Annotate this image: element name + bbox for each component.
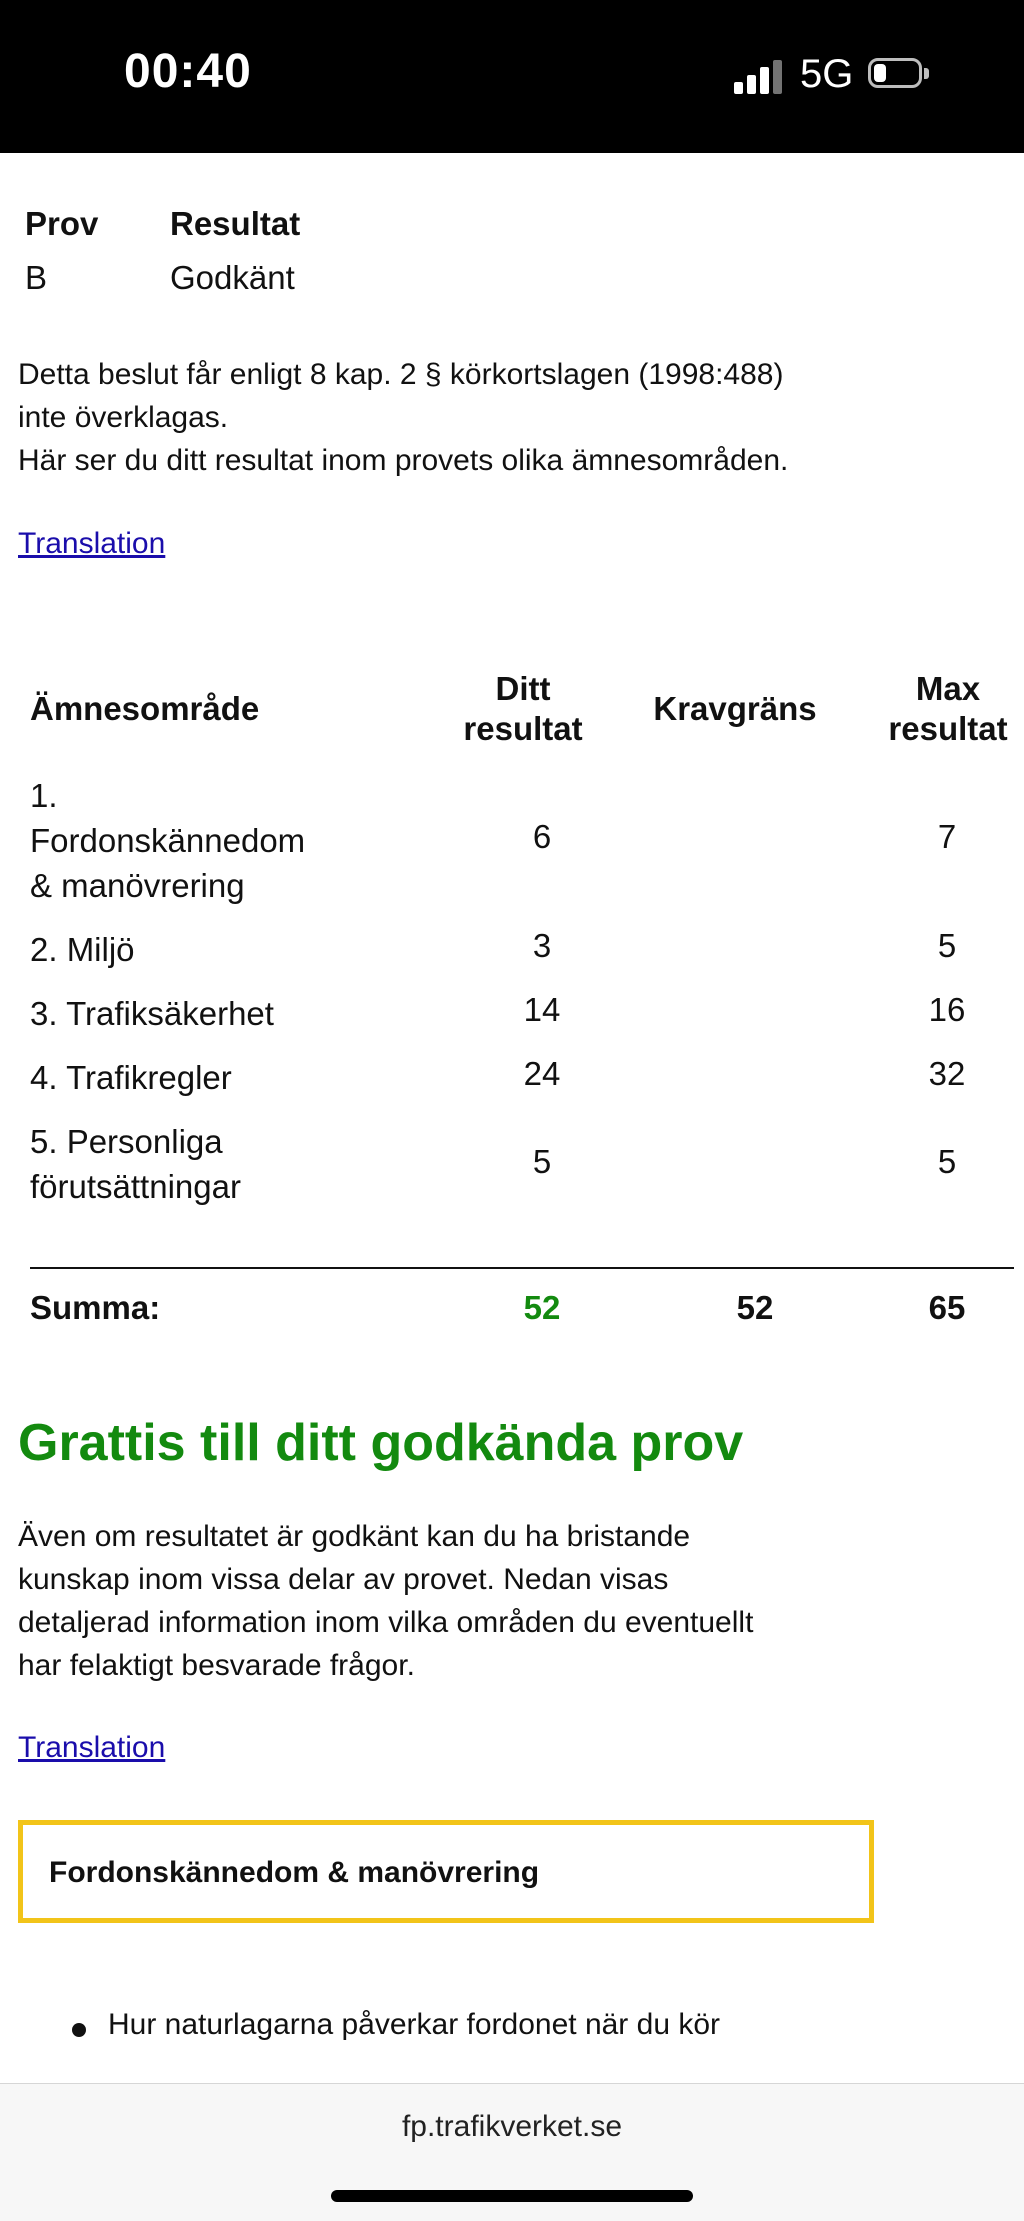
row-result: 14	[523, 991, 561, 1028]
congrats-text: Även om resultatet är godkänt kan du ha bristande kunskap inom vissa delar av provet. Nedan visas detaljerad information inom vilka områden du eventuellt har felaktigt besvarade frågor.	[18, 1520, 754, 1682]
row-result: 24	[523, 1055, 561, 1092]
prov-value: B	[25, 259, 48, 296]
row-max: 7	[937, 818, 957, 855]
max-column-header: Max resultat	[888, 670, 1008, 747]
prov-header: Prov	[25, 205, 99, 242]
row-max: 5	[937, 1143, 957, 1180]
row-result: 3	[532, 927, 552, 964]
url-text[interactable]: fp.trafikverket.se	[401, 2110, 623, 2143]
row-max: 5	[937, 927, 957, 964]
result-column-header: Ditt resultat	[463, 670, 583, 747]
table-row-area: 5. Personliga förutsättningar	[30, 1123, 241, 1205]
decision-text: Detta beslut får enligt 8 kap. 2 § körkortslagen (1998:488) inte överklagas. Här ser du ditt resultat inom provets olika ämnesområden.	[18, 358, 789, 477]
page-content	[0, 153, 1024, 2083]
bullet-icon	[72, 2023, 86, 2037]
table-row-area: 4. Trafikregler	[30, 1059, 232, 1096]
table-row-area: 1. Fordonskännedom & manövrering	[30, 777, 306, 904]
row-result: 6	[532, 818, 552, 855]
status-bar	[0, 0, 1024, 153]
requirement-column-header: Kravgräns	[653, 690, 817, 727]
sum-max: 65	[928, 1289, 966, 1326]
congrats-title: Grattis till ditt godkända prov	[18, 1414, 744, 1472]
table-divider	[30, 1267, 1014, 1269]
area-box-label: Fordonskännedom & manövrering	[49, 1856, 540, 1889]
row-max: 32	[928, 1055, 966, 1092]
area-column-header: Ämnesområde	[30, 690, 260, 727]
status-time: 00:40	[124, 45, 252, 98]
row-result: 5	[532, 1143, 552, 1180]
resultat-header: Resultat	[170, 205, 301, 242]
area-box[interactable]	[18, 1820, 874, 1923]
sum-label: Summa:	[30, 1289, 161, 1326]
home-indicator[interactable]	[331, 2190, 693, 2202]
url-bar[interactable]	[0, 2083, 1024, 2221]
table-row-area: 2. Miljö	[30, 931, 135, 968]
table-row-area: 3. Trafiksäkerhet	[30, 995, 274, 1032]
sum-requirement: 52	[736, 1289, 774, 1326]
row-max: 16	[928, 991, 966, 1028]
result-value: Godkänt	[170, 259, 295, 296]
signal-icon	[734, 58, 784, 94]
network-label: 5G	[800, 52, 854, 96]
battery-icon	[868, 58, 932, 92]
list-item: Hur naturlagarna påverkar fordonet när du kör	[108, 2008, 721, 2041]
translation-link-2[interactable]: Translation	[18, 1731, 166, 1764]
translation-link[interactable]: Translation	[18, 527, 166, 560]
sum-result: 52	[523, 1289, 561, 1326]
